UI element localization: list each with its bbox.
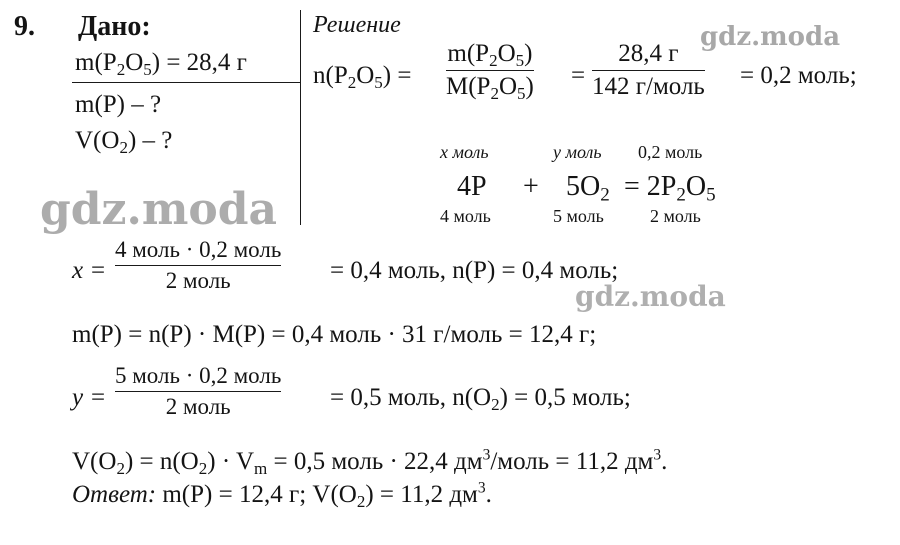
watermark-large-left: gdz.moda [40, 184, 278, 235]
watermark-middle: gdz.moda [575, 280, 726, 313]
given-mass-lhs: m(P [75, 49, 117, 76]
moles-p2o5-result: = 0,2 моль; [740, 62, 857, 89]
fraction-denominator: 142 г/моль [592, 73, 705, 100]
moles-p2o5-lhs: $n(P_2O_5)$ = [313, 62, 412, 92]
fraction-denominator: $M(P_2O_5)$ [446, 73, 534, 103]
reaction-reactant-o2: $5O_2$ [566, 171, 610, 206]
fraction-mass-over-molar-mass [446, 40, 534, 103]
reaction-product-p2o5: = $2P_2O_5$ [624, 171, 716, 206]
reaction-reactant-p: 4P [457, 171, 487, 202]
x-variable: x = [72, 257, 107, 284]
fraction-bar [115, 265, 281, 266]
fraction-numerator: $m(P_2O_5)$ [447, 40, 533, 70]
equals-sign: = [571, 62, 586, 89]
y-fraction [115, 364, 281, 418]
x-fraction [115, 238, 281, 292]
find-volume: $V(O_2)$ – ? [75, 127, 173, 157]
given-mass-rhs: ) = 28,4 г [151, 49, 247, 76]
watermark-top-right: gdz.moda [700, 22, 841, 52]
reaction-above-o2: y моль [553, 142, 602, 162]
answer-label: Ответ: [72, 481, 157, 508]
reaction-plus: + [523, 171, 539, 202]
volume-o2-line: $V(O_2) = n(O_2) \cdot V_m = 0,5$ моль · 22,4 $дм^3$/моль = 11,2 $дм^3$. [72, 446, 668, 478]
fraction-denominator: 2 моль [165, 268, 231, 293]
fraction-bar [115, 391, 281, 392]
reaction-below-p: 4 моль [440, 206, 491, 226]
find-mass: m(P) – ? [75, 91, 162, 118]
reaction-below-p2o5: 2 моль [650, 206, 701, 226]
fraction-numerator: 4 моль · 0,2 моль [115, 237, 282, 262]
fraction-numerator: 28,4 г [618, 40, 679, 67]
given-solution-divider [300, 10, 301, 225]
given-label: Дано: [78, 11, 151, 42]
given-mass: $m(P_2O_5) = 28,4$ г [75, 49, 247, 79]
fraction-numerator: 5 моль · 0,2 моль [115, 363, 282, 388]
fraction-bar [446, 70, 534, 71]
fraction-numeric [592, 41, 705, 99]
reaction-below-o2: 5 моль [553, 206, 604, 226]
mass-p-line: m(P) = n(P) · M(P) = 0,4 моль · 31 г/моль = 12,4 г; [72, 321, 597, 348]
fraction-bar [592, 70, 705, 71]
x-result: = 0,4 моль, n(P) = 0,4 моль; [330, 257, 619, 284]
reaction-above-p: x моль [440, 142, 489, 162]
given-divider [72, 82, 300, 83]
fraction-denominator: 2 моль [165, 394, 231, 419]
reaction-above-p2o5: 0,2 моль [638, 142, 703, 162]
problem-number: 9. [14, 11, 35, 42]
solution-header: Решение [313, 12, 401, 38]
answer-line: Ответ: m(P) = 12,4 г; $V(O_2) = 11,2$ $дм^3$. [72, 479, 492, 511]
y-variable: y = [72, 384, 107, 411]
y-result: = 0,5 моль, $n(O_2) = 0,5$ моль; [330, 384, 631, 414]
